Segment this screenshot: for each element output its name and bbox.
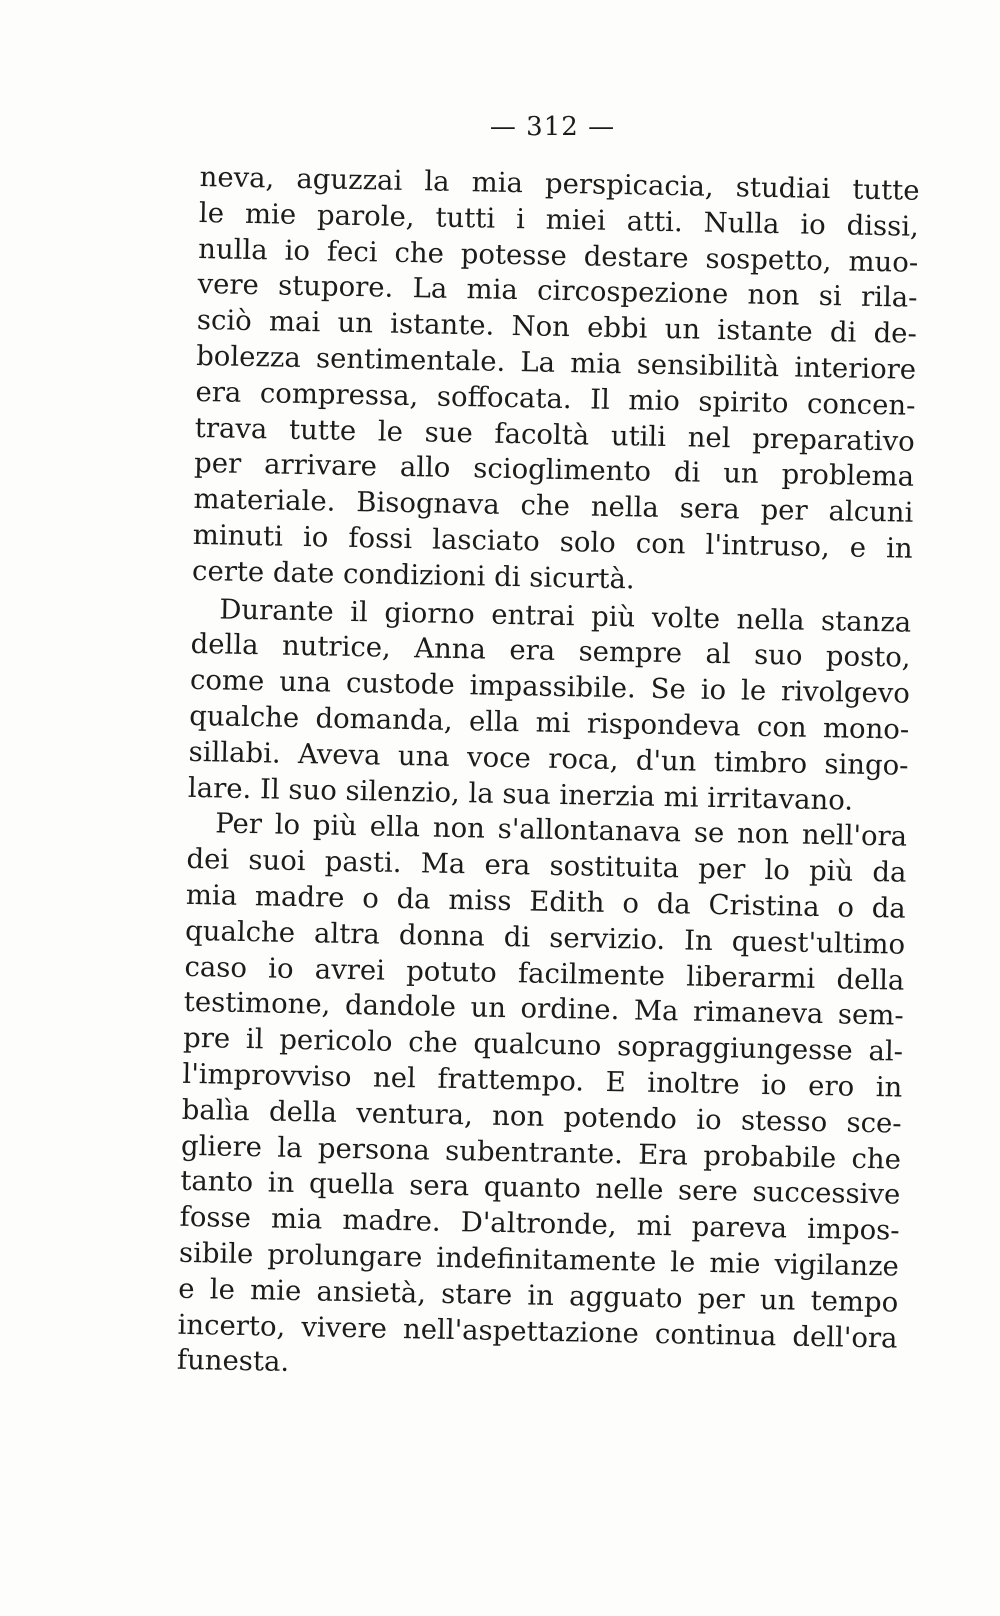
text-line: sciò mai un istante. Non ebbi un istante di de- [196, 304, 918, 350]
text-line: materiale. Bisognava che nella sera per alcuni [193, 483, 914, 529]
text-line: nulla io feci che potesse destare sospetto, muo- [197, 232, 919, 279]
text-line: funesta. [176, 1344, 290, 1379]
text-line: caso io avrei potuto facilmente liberarmi della [184, 950, 905, 997]
text-line: come una custode impassibile. Se io le rivolgevo [189, 664, 911, 710]
text-line: per arrivare allo scioglimento di un problema [193, 447, 915, 494]
text-line: sibile prolungare indefinitamente le mie vigilanze [178, 1236, 900, 1283]
text-line: bolezza sentimentale. La mia sensibilità interiore [195, 339, 917, 386]
text-line: qualche domanda, ella mi rispondeva con mono- [189, 699, 910, 746]
text-line: certe date condizioni di sicurtà. [191, 554, 635, 596]
paragraph [188, 591, 912, 820]
text-line: balìa della ventura, non potendo io stesso sce- [181, 1093, 902, 1140]
text-line: incerto, vivere nell'aspettazione continua dell'ora [177, 1308, 898, 1355]
text-line: fosse mia madre. D'altronde, mi pareva impos- [179, 1200, 900, 1247]
text-line: neva, aguzzai la mia perspicacia, studiai tutte [199, 160, 920, 207]
text-line: trava tutte le sue facoltà utili nel preparativo [194, 411, 916, 458]
text-line: tanto in quella sera quanto nelle sere successive [180, 1165, 901, 1211]
text-line: gliere la persona subentrante. Era probabile che [180, 1129, 902, 1176]
text-line: vere stupore. La mia circospezione non si rila- [197, 268, 918, 315]
text-line: era compressa, soffocata. Il mio spirito concen- [195, 375, 916, 422]
paragraph [177, 806, 908, 1392]
text-line: e le mie ansietà, stare in agguato per un tempo [178, 1272, 899, 1319]
text-line: Per lo più ella non s'allontanava se non nell'ora [214, 807, 908, 854]
paragraph [192, 160, 920, 603]
text-line: testimone, dandole un ordine. Ma rimaneva sem- [183, 986, 905, 1032]
text-line: mia madre o da miss Edith o da Cristina o da [185, 878, 907, 925]
text-line: dei suoi pasti. Ma era sostituita per lo più da [186, 843, 907, 889]
text-line: le mie parole, tutti i miei atti. Nulla io dissi, [198, 196, 920, 243]
body-text [177, 160, 920, 1393]
text-line: l'improvviso nel frattempo. E inoltre io ero in [182, 1057, 903, 1104]
text-line: qualche altra donna di servizio. In quest'ultimo [184, 914, 906, 961]
text-line: sillabi. Aveva una voce roca, d'un timbro singo- [188, 735, 909, 782]
text-line: della nutrice, Anna era sempre al suo posto, [190, 628, 911, 675]
text-line: minuti io fossi lasciato solo con l'intruso, e in [192, 518, 913, 565]
text-line: Durante il giorno entrai più volte nella stanza [219, 593, 912, 639]
text-line: lare. Il suo silenzio, la sua inerzia mi irritavano. [187, 771, 854, 817]
text-line: pre il pericolo che qualcuno sopraggiungesse al- [182, 1021, 904, 1068]
page-number: — 312 — [489, 112, 616, 142]
